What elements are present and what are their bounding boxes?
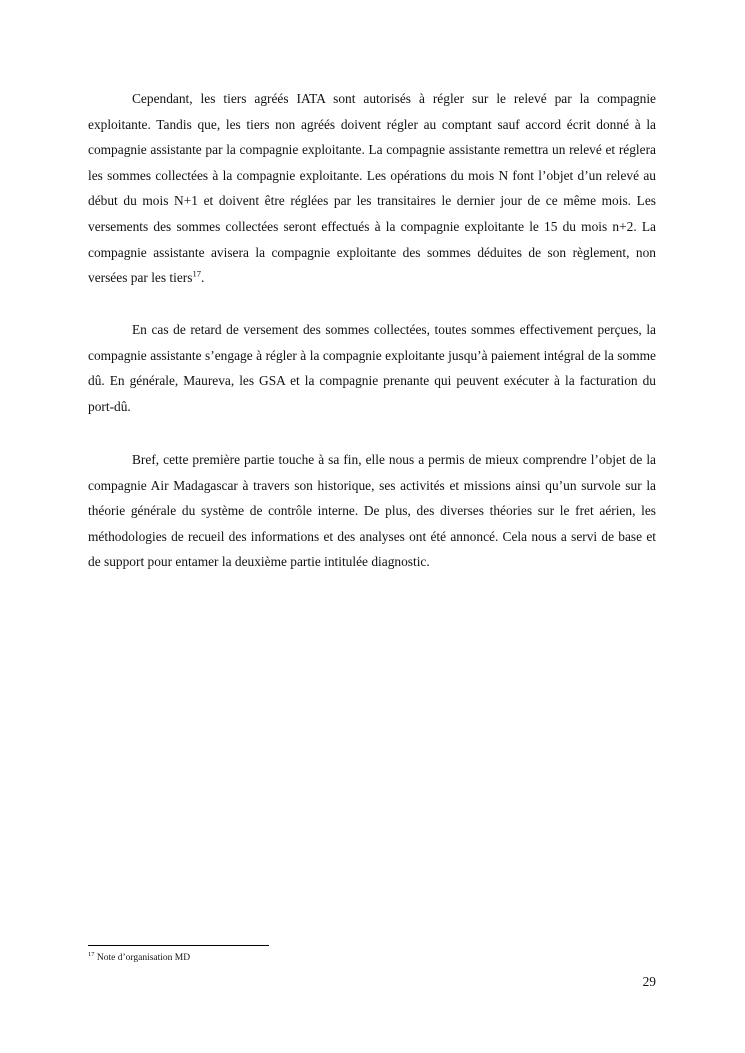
paragraph-iata-settlement bbox=[88, 86, 656, 291]
paragraph-late-payment bbox=[88, 317, 656, 419]
footnote-separator bbox=[88, 945, 269, 946]
footnote-text: Note d’organisation MD bbox=[96, 953, 191, 963]
paragraph-trailing-punctuation: . bbox=[200, 270, 205, 286]
footnote-reference[interactable]: 17 bbox=[192, 268, 201, 279]
page-number: 29 bbox=[642, 974, 656, 989]
paragraph-text: En cas de retard de versement des sommes collectées, toutes sommes effectivement perçues, la compagnie assistante s’engage à régler à la compagnie exploitante jusqu’à paiement intégral de la somme dû. En générale, Maureva, les GSA et la compagnie prenante qui peuvent exécuter à la facturation du port-dû. bbox=[88, 322, 656, 414]
paragraph-text: Cependant, les tiers agréés IATA sont autorisés à régler sur le relevé par la compagnie exploitante. Tandis que, les tiers non agréés doivent régler au comptant sauf accord écrit donné à la compagnie assistante par la compagnie exploitante. La compagnie assistante remettra un relevé et réglera les sommes collectées à la compagnie exploitante. Les opérations du mois N font l’objet d’un relevé au début du mois N+1 et doivent être réglées par les transitaires le dernier jour de ce même mois. Les versements des sommes collectées seront effectués à la compagnie exploitante le 15 du mois n+2. La compagnie assistante avisera la compagnie exploitante des sommes déduites de son règlement, non versées par les tiers bbox=[88, 91, 656, 286]
paragraph-conclusion bbox=[88, 447, 656, 575]
footnote-number: 17 bbox=[88, 950, 95, 958]
footnote bbox=[88, 952, 190, 964]
paragraph-text: Bref, cette première partie touche à sa fin, elle nous a permis de mieux comprendre l’objet de la compagnie Air Madagascar à travers son historique, ses activités et missions ainsi qu’un survole sur la théorie générale du système de contrôle interne. De plus, des diverses théories sur le fret aérien, les méthodologies de recueil des informations et des analyses ont été annoncé. Cela nous a servi de base et de support pour entamer la deuxième partie intitulée diagnostic. bbox=[88, 452, 656, 570]
